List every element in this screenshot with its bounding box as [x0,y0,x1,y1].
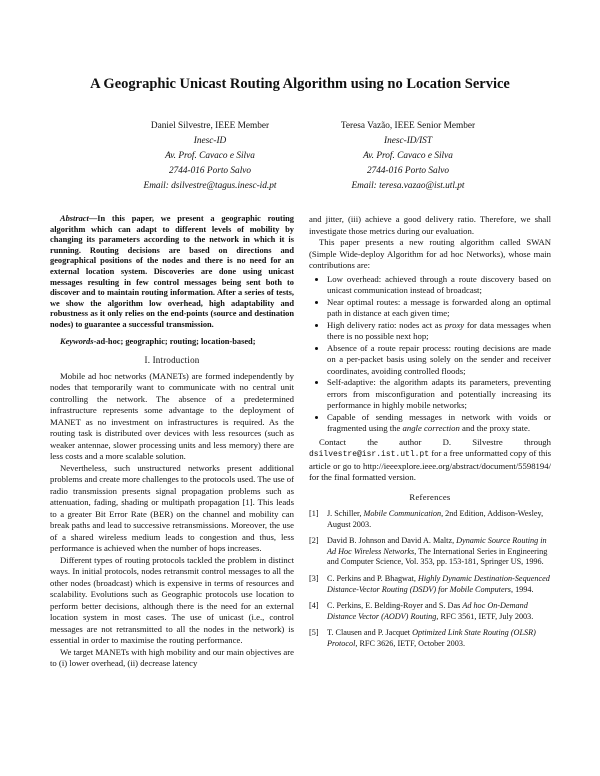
left-column [50,214,294,670]
author-name: Daniel Silvestre, IEEE Member [150,121,270,131]
list-item: • Absence of a route repair process: routing decisions are made on a per-packet basis using solely on the sender and receiver coordinates, avoiding controlled floods; [327,343,551,378]
references-heading: References [409,491,451,502]
author-email[interactable]: Email: dsilvestre@tagus.inesc-id.pt [143,181,277,191]
author-email[interactable]: Email: teresa.vazao@ist.utl.pt [351,181,465,191]
list-item: • High delivery ratio: nodes act as proxy for data messages when there is no possible next hop; [327,320,551,343]
author-block-2 [293,119,523,194]
reference-item: [3] C. Perkins and P. Bhagwat, Highly Dynamic Destination-Sequenced Distance-Vector Routing (DSDV) for Mobile Computers, 1994. [309,573,550,594]
intro-paragraph: Different types of routing protocols tackled the problem in distinct ways. In initial protocols, nodes retransmit control messages to all the other nodes (broadcast) which is expensive in terms of resources and scalability. Evolutions such as Geographic protocols use location to perform better decisions, although there is the need for an external location system in most cases. The use of unicast (i.e., control messages are not retransmitted to all the nodes in the network) is essential in order to maximise the routing performance. [50,554,294,646]
abstract [50,214,294,331]
abstract-text: —In this paper, we present a geographic routing algorithm which can adapt to different levels of mobility by changing its parameters according to the network in which it is running. Routing decisions are based on directions and geographical positions of the nodes and there is no need for an external location system. Discoveries are done using unicast messages resulting in few control messages being sent both to discover and to maintain routing information. After a series of tests, we show the algorithm low overhead, high adaptability and robustness as it only relies on the end-points (source and destination nodes) to guarantee a successful transmission. [50,214,294,329]
contributions-list [309,274,551,435]
intro-paragraph: Mobile ad hoc networks (MANETs) are formed independently by nodes that temporarily want to communicate with no central unit controlling the network. The absence of a predetermined infrastructure represents some advantage to the deployment of MANET as no investment on infrastructures is required. As the routing task is distributed over devices with less resources (such as weaker antennae, slower processing units and less memory) there are less costs and a more scalable solution. [50,370,294,462]
keywords [50,337,294,348]
author-address-line-2: 2744-016 Porto Salvo [168,166,252,176]
intro-paragraph: Nevertheless, such unstructured networks present additional problems and create more challenges to the protocols used. The use of radio transmission presents signal propagation problems such as attenuation, fading, shading or multipath propagation [1]. This leads to a greater Bit Error Rate (BER) on the channel and mobility can break paths and lead to successive retransmissions. Moreover, the use of a shared wireless medium leads to congestion and thus, less performance is achieved when the number of hops increases. [50,462,294,554]
intro-paragraph: We target MANETs with high mobility and our main objectives are to (i) lower overhead, (ii) decrease latency [50,646,295,669]
author-address-line-2: 2744-016 Porto Salvo [366,166,450,176]
list-item: • Low overhead: achieved through a route discovery based on unicast communication instead of broadcast; [327,274,551,297]
contact-paragraph: Contact the author D. Silvestre through dsilvestre@isr.ist.utl.pt for a free unformatted copy of this article or go to http://ieeexplore.ieee.org/abstract/document/5598194/ for the final formatted version. [309,436,551,482]
list-item: • Capable of sending messages in network with voids or fragmented using the angle correction and the proxy state. [327,412,551,435]
author-affiliation: Inesc-ID/IST [383,136,433,146]
reference-item: [4] C. Perkins, E. Belding-Royer and S. Das Ad hoc On-Demand Distance Vector (AODV) Routing, RFC 3561, IETF, July 2003. [309,601,534,621]
list-item: • Near optimal routes: a message is forwarded along an optimal path in distance at each given time; [327,297,551,320]
right-column [309,214,551,656]
reference-item: [2] David B. Johnson and David A. Maltz, Dynamic Source Routing in Ad Hoc Wireless Networks, The International Series in Engineering and Computer Science, Vol. 353, pp. 153-181, Springer US, 1996. [309,536,548,567]
author-affiliation: Inesc-ID [193,136,227,146]
list-item: • Self-adaptive: the algorithm adapts its parameters, preventing errors from misconfiguration and potentially increasing its performance in highly mobile networks; [327,377,551,412]
paper-title: A Geographic Unicast Routing Algorithm using no Location Service [90,76,510,92]
author-address-line-1: Av. Prof. Cavaco e Silva [363,151,453,161]
author-block-1 [95,119,325,194]
abstract-label: Abstract [60,214,89,223]
author-name: Teresa Vazão, IEEE Senior Member [340,121,476,131]
author-address-line-1: Av. Prof. Cavaco e Silva [165,151,255,161]
intro-continuation: and jitter, (iii) achieve a good delivery ratio. Therefore, we shall investigate those metrics during our evaluation. [309,214,551,236]
swan-paragraph: This paper presents a new routing algorithm called SWAN (Simple Wide-deploy Algorithm for ad hoc Networks), whose main contributions are: [309,237,551,270]
reference-item: [1] J. Schiller, Mobile Communication, 2nd Edition, Addison-Wesley, August 2003. [309,509,544,529]
section-heading-introduction: I. Introduction [144,355,200,366]
keywords-text: -ad-hoc; geographic; routing; location-based; [93,336,256,346]
contact-email-link[interactable]: dsilvestre@isr.ist.utl.pt [309,450,430,459]
keywords-label: Keywords [60,336,94,346]
reference-item: [5] T. Clausen and P. Jacquet Optimized Link State Routing (OLSR) Protocol, RFC 3626, IETF, October 2003. [309,628,536,648]
